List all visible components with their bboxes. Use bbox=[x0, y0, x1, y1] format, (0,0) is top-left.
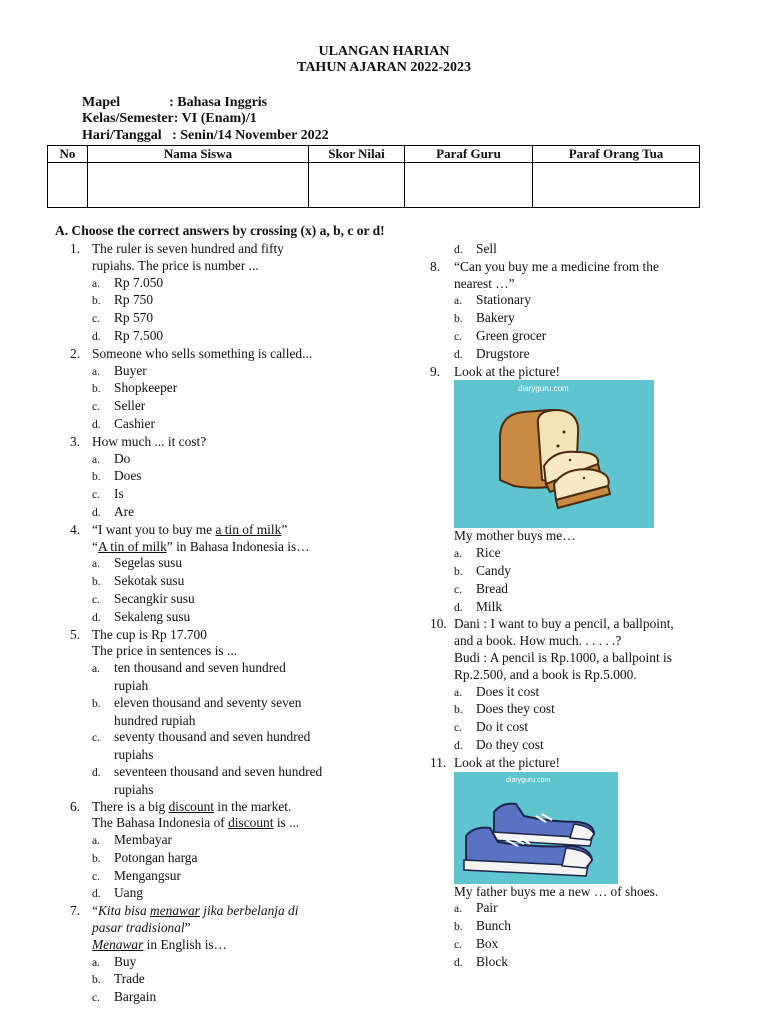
watermark: diaryguru.com bbox=[518, 384, 569, 394]
option-d[interactable]: d. Do they cost bbox=[454, 736, 544, 752]
left-column bbox=[54, 241, 394, 1007]
option-c[interactable]: c. Seller bbox=[92, 398, 146, 414]
option-d[interactable]: d. Milk bbox=[454, 598, 503, 614]
question-number: 6. bbox=[70, 798, 81, 814]
class-line: Kelas/Semester: VI (Enam)/1 bbox=[82, 111, 257, 126]
question-text: nearest …” bbox=[454, 275, 515, 291]
question-text: My mother buys me… bbox=[454, 528, 576, 544]
option-a[interactable]: a. Buyer bbox=[92, 362, 147, 378]
question-10 bbox=[416, 616, 726, 633]
question-6 bbox=[54, 799, 394, 816]
question-number: 9. bbox=[430, 363, 441, 379]
option-a[interactable]: a. Do bbox=[92, 450, 131, 466]
option-b[interactable]: b. Does they cost bbox=[454, 701, 555, 717]
question-number: 8. bbox=[430, 258, 441, 274]
grade-table bbox=[47, 145, 700, 208]
question-11 bbox=[416, 755, 726, 772]
option-b[interactable]: b. Candy bbox=[454, 562, 511, 578]
question-text: The price in sentences is ... bbox=[92, 643, 238, 659]
question-text: Someone who sells something is called... bbox=[92, 345, 313, 361]
question-7 bbox=[54, 903, 394, 920]
option-c[interactable]: c. Mengangsur bbox=[92, 867, 181, 883]
question-number: 4. bbox=[70, 521, 81, 537]
q7-option-d[interactable]: d. Sell bbox=[454, 241, 497, 256]
question-number: 1. bbox=[70, 241, 81, 256]
option-a-cont: rupiah bbox=[114, 677, 149, 693]
option-b[interactable]: b. Bakery bbox=[454, 310, 515, 326]
option-a[interactable]: a. Buy bbox=[92, 953, 137, 969]
option-c[interactable]: c. Rp 570 bbox=[92, 310, 154, 326]
option-b[interactable]: b. Rp 750 bbox=[92, 292, 154, 308]
question-text: The ruler is seven hundred and fifty bbox=[92, 241, 284, 256]
option-a[interactable]: a. Pair bbox=[454, 900, 498, 916]
question-text: Dani : I want to buy a pencil, a ballpoint, bbox=[454, 616, 674, 632]
option-d[interactable]: d. seventeen thousand and seven hundred bbox=[92, 763, 323, 779]
option-d[interactable]: d. Are bbox=[92, 503, 135, 519]
option-c[interactable]: c. Bread bbox=[454, 580, 508, 596]
exam-title: ULANGAN HARIAN bbox=[318, 44, 450, 59]
question-number: 11. bbox=[430, 754, 447, 770]
question-text: Look at the picture! bbox=[454, 363, 560, 379]
col-paraf-guru: Paraf Guru bbox=[405, 146, 533, 163]
option-a[interactable]: a. Stationary bbox=[454, 292, 532, 308]
question-8 bbox=[416, 259, 726, 276]
option-c[interactable]: c. Do it cost bbox=[454, 719, 529, 735]
question-number: 7. bbox=[70, 903, 81, 919]
col-paraf-orang-tua: Paraf Orang Tua bbox=[533, 146, 700, 163]
question-number: 5. bbox=[70, 626, 81, 642]
question-text: My father buys me a new … of shoes. bbox=[454, 883, 659, 899]
option-a[interactable]: a. Segelas susu bbox=[92, 555, 183, 571]
question-text: Rp.2.500, and a book is Rp.5.000. bbox=[454, 666, 637, 682]
option-a[interactable]: a. Rice bbox=[454, 545, 501, 561]
bread-picture-wrap bbox=[416, 380, 726, 528]
option-b[interactable]: b. Trade bbox=[92, 971, 145, 987]
cell-no[interactable] bbox=[48, 163, 88, 208]
shoes-picture-wrap bbox=[416, 772, 726, 884]
option-d[interactable]: d. Block bbox=[454, 953, 508, 969]
option-c[interactable]: c. Bargain bbox=[92, 989, 157, 1005]
bread-picture bbox=[454, 380, 654, 528]
question-text: Menawar in English is… bbox=[92, 936, 228, 952]
question-text: How much ... it cost? bbox=[92, 433, 207, 449]
question-text: The Bahasa Indonesia of discount is ... bbox=[92, 815, 300, 831]
watermark: diaryguru.com bbox=[506, 776, 551, 784]
shoes-picture bbox=[454, 772, 618, 884]
option-b[interactable]: b. Sekotak susu bbox=[92, 573, 185, 589]
option-d[interactable]: d. Rp 7.500 bbox=[92, 327, 164, 343]
option-a[interactable]: a. Rp 7.050 bbox=[92, 274, 164, 290]
question-number: 10. bbox=[430, 616, 447, 632]
right-column bbox=[416, 241, 726, 972]
subject-line: Mapel : Bahasa Inggris bbox=[82, 95, 268, 110]
question-text: “I want you to buy me a tin of milk” bbox=[92, 521, 288, 537]
cell-skor-nilai[interactable] bbox=[309, 163, 405, 208]
question-5 bbox=[54, 627, 394, 644]
date-line: Hari/Tanggal : Senin/14 November 2022 bbox=[82, 128, 329, 143]
option-b[interactable]: b. eleven thousand and seventy seven bbox=[92, 694, 302, 710]
question-4 bbox=[54, 522, 394, 539]
option-c[interactable]: c. Green grocer bbox=[454, 327, 547, 343]
question-text: pasar tradisional” bbox=[92, 920, 191, 936]
option-a[interactable]: a. Does it cost bbox=[454, 683, 540, 699]
question-text: “Kita bisa menawar jika berbelanja di bbox=[92, 903, 299, 919]
question-text: “Can you buy me a medicine from the bbox=[454, 258, 659, 274]
option-c[interactable]: c. seventy thousand and seven hundred bbox=[92, 729, 311, 745]
question-text: Budi : A pencil is Rp.1000, a ballpoint is bbox=[454, 649, 672, 665]
col-skor-nilai: Skor Nilai bbox=[309, 146, 405, 163]
option-a[interactable]: a. Membayar bbox=[92, 832, 173, 848]
option-d-cont: rupiahs bbox=[114, 781, 154, 797]
option-c[interactable]: c. Secangkir susu bbox=[92, 590, 195, 606]
question-2 bbox=[54, 346, 394, 363]
option-a[interactable]: a. ten thousand and seven hundred bbox=[92, 660, 286, 676]
option-b[interactable]: b. Shopkeeper bbox=[92, 380, 178, 396]
question-3 bbox=[54, 434, 394, 451]
question-text: “A tin of milk” in Bahasa Indonesia is… bbox=[92, 538, 310, 554]
question-text: The cup is Rp 17.700 bbox=[92, 626, 207, 642]
question-text: and a book. How much. . . . . .? bbox=[454, 633, 622, 649]
option-d[interactable]: d. Sekaleng susu bbox=[92, 608, 191, 624]
cell-nama-siswa[interactable] bbox=[88, 163, 309, 208]
option-b-cont: hundred rupiah bbox=[114, 712, 196, 728]
question-1 bbox=[54, 241, 394, 258]
option-c-cont: rupiahs bbox=[114, 747, 154, 763]
option-d[interactable]: d. Drugstore bbox=[454, 345, 530, 361]
option-d[interactable]: d. Uang bbox=[92, 885, 144, 901]
question-text: rupiahs. The price is number ... bbox=[92, 257, 259, 273]
cell-paraf-orang-tua[interactable] bbox=[533, 163, 700, 208]
question-number: 2. bbox=[70, 345, 81, 361]
school-year: TAHUN AJARAN 2022-2023 bbox=[297, 60, 471, 75]
option-c[interactable]: c. Box bbox=[454, 935, 499, 951]
col-no: No bbox=[48, 146, 88, 163]
section-instruction: A. Choose the correct answers by crossing (x) a, b, c or d! bbox=[55, 223, 385, 238]
option-b[interactable]: b. Does bbox=[92, 468, 142, 484]
option-b[interactable]: b. Bunch bbox=[454, 918, 511, 934]
question-text: There is a big discount in the market. bbox=[92, 798, 292, 814]
question-number: 3. bbox=[70, 433, 81, 449]
col-nama-siswa: Nama Siswa bbox=[88, 146, 309, 163]
option-d[interactable]: d. Cashier bbox=[92, 415, 155, 431]
cell-paraf-guru[interactable] bbox=[405, 163, 533, 208]
option-c[interactable]: c. Is bbox=[92, 486, 124, 502]
question-9 bbox=[416, 364, 726, 381]
option-b[interactable]: b. Potongan harga bbox=[92, 849, 198, 865]
question-text: Look at the picture! bbox=[454, 754, 560, 770]
